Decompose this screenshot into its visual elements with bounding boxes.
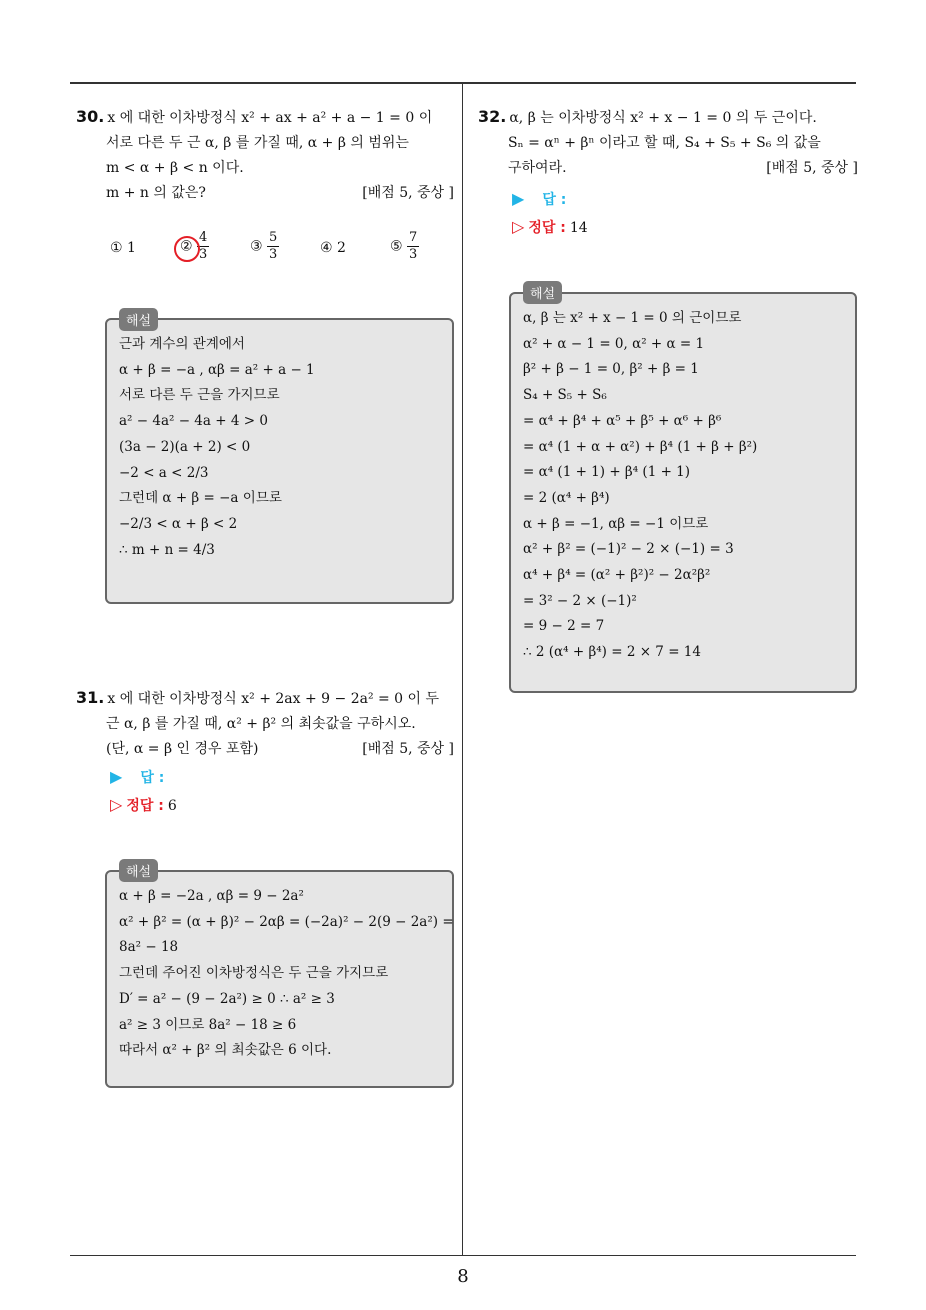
question-31-line-3: (단, α = β 인 경우 포함) [배점 5, 중상 ] [76,737,454,762]
outline-triangle-icon: ▷ [110,795,123,814]
question-number: 31. [76,688,105,707]
choices-30 [110,230,450,270]
question-32-line-2: Sₙ = αⁿ + βⁿ 이라고 할 때, S₄ + S₅ + S₆ 의 값을 [508,135,821,151]
score-label: [배점 5, 중상 ] [362,185,454,201]
solution-line: a² ≥ 3 이므로 8a² − 18 ≥ 6 [119,1016,297,1033]
page-number: 8 [457,1266,469,1287]
fraction: $\frac{5}{3}$ [269,230,278,262]
answer-row-31: ▶ 답 : [110,767,165,786]
outline-triangle-icon: ▷ [512,217,525,236]
correct-answer-31: ▷ 정답 : 6 [110,795,177,814]
question-30-line-4: m + n 의 값은? [배점 5, 중상 ] [76,181,454,206]
correct-answer-32: ▷ 정답 : 14 [512,217,588,236]
top-rule [70,82,856,84]
solution-line: α² + β² = (α + β)² − 2αβ = (−2a)² − 2(9 − 2a²) = [119,913,454,930]
bottom-rule [70,1255,856,1256]
solution-line: = α⁴ (1 + α + α²) + β⁴ (1 + β + β²) [523,438,758,455]
choice-1[interactable]: ① 1 [110,240,136,256]
solution-tag: 해설 [119,859,158,882]
solution-line: α⁴ + β⁴ = (α² + β²)² − 2α²β² [523,567,711,584]
selected-answer-circle [174,236,200,262]
solution-tag: 해설 [119,308,158,331]
solution-line: 따라서 α² + β² 의 최솟값은 6 이다. [119,1042,332,1059]
solution-line: α² + α − 1 = 0, α² + α = 1 [523,335,705,352]
question-31 [76,685,454,762]
solution-box-31 [105,870,454,1088]
score-label: [배점 5, 중상 ] [362,741,454,757]
solution-line: α + β = −a , αβ = a² + a − 1 [119,361,315,378]
solution-line: a² − 4a² − 4a + 4 > 0 [119,413,268,430]
fraction: $\frac{4}{3}$ [199,230,208,262]
solution-line: 그런데 α + β = −a 이므로 [119,490,282,507]
play-icon: ▶ [512,189,525,208]
question-32-line-1: 32. α, β 는 이차방정식 x² + x − 1 = 0 의 두 근이다. [478,107,817,126]
solution-line: α² + β² = (−1)² − 2 × (−1) = 3 [523,541,734,558]
solution-line: ∴ m + n = 4/3 [119,541,215,558]
solution-line: α + β = −1, αβ = −1 이므로 [523,515,709,532]
solution-line: (3a − 2)(a + 2) < 0 [119,438,251,455]
solution-line: −2/3 < α + β < 2 [119,515,238,532]
question-number: 30. [76,107,105,126]
solution-line: 근과 계수의 관계에서 [119,336,245,352]
solution-line: β² + β − 1 = 0, β² + β = 1 [523,361,699,378]
question-30-line-3: m < α + β < n 이다. [106,160,244,176]
question-30-line-1: 30. x 에 대한 이차방정식 x² + ax + a² + a − 1 = 0 이 [76,107,433,126]
column-divider [462,83,463,1256]
solution-line: 8a² − 18 [119,939,179,956]
solution-line: ∴ 2 (α⁴ + β⁴) = 2 × 7 = 14 [523,644,701,661]
choice-5[interactable]: ⑤ $\frac{7}{3}$ [390,230,418,262]
solution-tag: 해설 [523,281,562,304]
solution-line: = 3² − 2 × (−1)² [523,592,637,609]
solution-line: = 9 − 2 = 7 [523,618,605,635]
solution-line: D′ = a² − (9 − 2a²) ≥ 0 ∴ a² ≥ 3 [119,990,335,1007]
solution-line: 그런데 주어진 이차방정식은 두 근을 가지므로 [119,965,389,982]
question-30 [76,104,454,206]
question-31-line-2: 근 α, β 를 가질 때, α² + β² 의 최솟값을 구하시오. [106,716,416,732]
solution-line: = α⁴ (1 + 1) + β⁴ (1 + 1) [523,464,691,481]
choice-3[interactable]: ③ $\frac{5}{3}$ [250,230,278,262]
solution-box-32 [509,292,857,693]
solution-line: 서로 다른 두 근을 가지므로 [119,387,280,404]
play-icon: ▶ [110,767,123,786]
question-31-line-1: 31. x 에 대한 이차방정식 x² + 2ax + 9 − 2a² = 0 이 두 [76,688,440,707]
solution-line: α, β 는 x² + x − 1 = 0 의 근이므로 [523,310,742,326]
question-32-line-3: 구하여라. [508,160,567,176]
answer-row-32: ▶ 답 : [512,189,567,208]
solution-line: = 2 (α⁴ + β⁴) [523,489,610,506]
solution-line: −2 < a < 2/3 [119,464,209,481]
choice-2[interactable]: ② $\frac{4}{3}$ [180,230,209,263]
question-30-line-2: 서로 다른 두 근 α, β 를 가질 때, α + β 의 범위는 [106,135,409,151]
choice-4[interactable]: ④ 2 [320,240,346,256]
solution-line: = α⁴ + β⁴ + α⁵ + β⁵ + α⁶ + β⁶ [523,412,722,429]
fraction: $\frac{7}{3}$ [409,230,418,262]
solution-line: S₄ + S₅ + S₆ [523,387,607,404]
solution-line: α + β = −2a , αβ = 9 − 2a² [119,888,304,904]
solution-box-30 [105,318,454,604]
score-label: [배점 5, 중상 ] [766,160,858,176]
question-number: 32. [478,107,507,126]
